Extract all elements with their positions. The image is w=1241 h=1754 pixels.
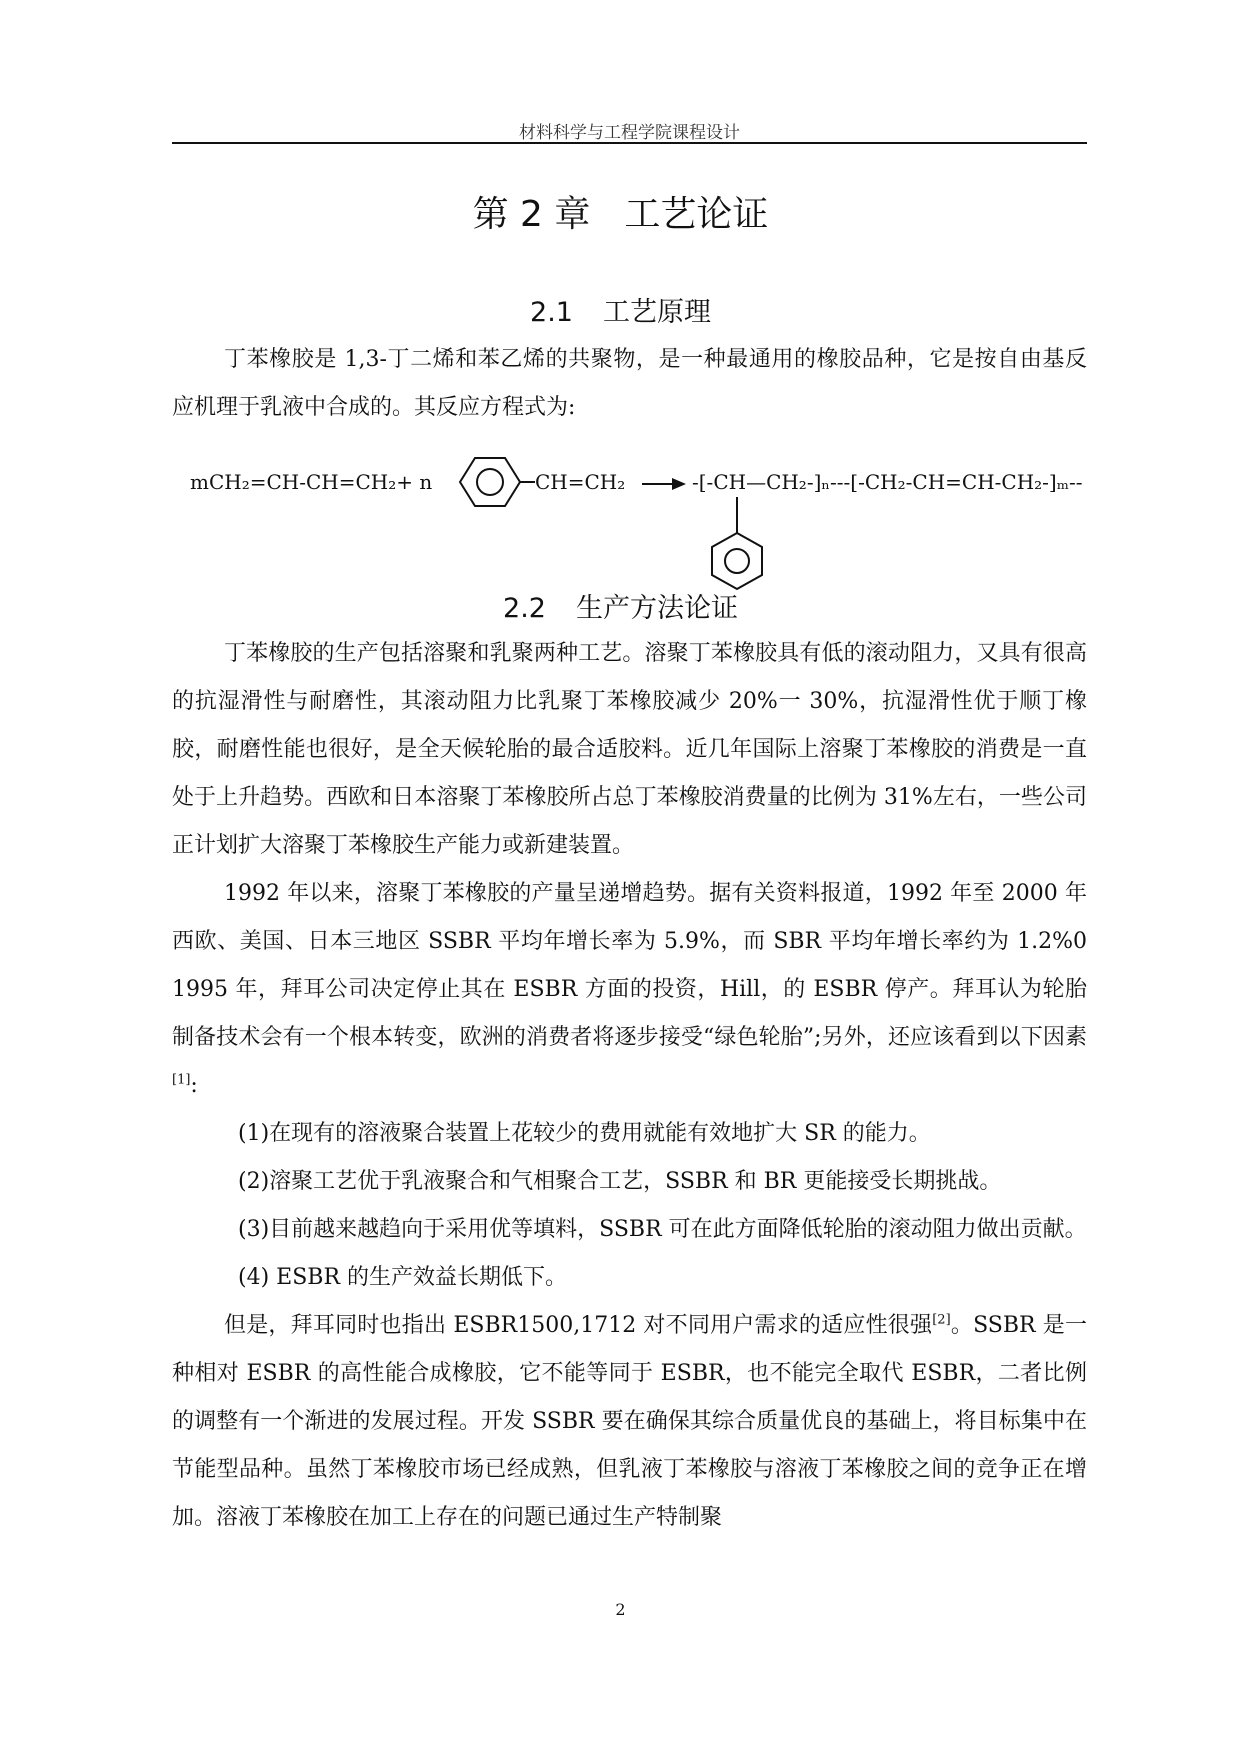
- section-heading-2-2: [0, 586, 1241, 625]
- reaction-reactant-butadiene: mCH₂=CH-CH=CH₂+ n: [190, 470, 433, 494]
- list-item: (1)在现有的溶液聚合装置上花较少的费用就能有效地扩大 SR 的能力。: [238, 1121, 931, 1146]
- section-heading-2-1: [0, 290, 1241, 329]
- section-title: 生产方法论证: [575, 593, 738, 624]
- citation-ref: [1]: [172, 1072, 191, 1088]
- running-header: 材料科学与工程学院课程设计: [519, 123, 740, 143]
- section-number: 2.2: [503, 593, 546, 624]
- header-rule: [172, 142, 1087, 144]
- section-title: 工艺原理: [602, 297, 711, 328]
- reaction-styrene-vinyl: CH=CH₂: [535, 470, 626, 494]
- paragraph-text: 丁苯橡胶是 1,3-丁二烯和苯乙烯的共聚物，是一种最通用的橡胶品种，它是按自由基反应机理于乳液中合成的。其反应方程式为:: [172, 347, 1087, 420]
- paragraph-principle: [172, 336, 1087, 432]
- list-item: (3)目前越来越趋向于采用优等填料，SSBR 可在此方面降低轮胎的滚动阻力做出贡献。: [238, 1217, 1087, 1242]
- paragraph-bayer-view: 但是，拜耳同时也指出 ESBR1500,1712 对不同用户需求的适应性很强[2]。SSBR 是一种相对 ESBR 的高性能合成橡胶，它不能等同于 ESBR，也不能完全取代 ESBR，二者比例的调整有一个渐进的发展过程。开发 SSBR 要在确保其综合质量优良的基础上，将目标集中在节能型品种。虽然丁苯橡胶市场已经成熟，但乳液丁苯橡胶与溶液丁苯橡胶之间的竞争正在增加。溶液丁苯橡胶在加工上存在的问题已通过生产特制聚: [172, 1312, 1088, 1530]
- benzene-substituent-icon: [695, 493, 775, 601]
- reaction-arrow-icon: [642, 476, 686, 492]
- list-item: (2)溶聚工艺优于乳液聚合和气相聚合工艺，SSBR 和 BR 更能接受长期挑战。: [238, 1169, 1002, 1194]
- list-item: (4) ESBR 的生产效益长期低下。: [238, 1265, 568, 1290]
- reaction-product: -[-CH—CH₂-]ₙ---[-CH₂-CH=CH-CH₂-]ₘ--: [692, 470, 1083, 494]
- page-number: 2: [615, 1600, 626, 1619]
- benzene-ring-icon: [445, 452, 535, 512]
- chapter-title-text: 工艺论证: [624, 194, 769, 235]
- paragraph-growth-trend: 1992 年以来，溶聚丁苯橡胶的产量呈递增趋势。据有关资料报道，1992 年至 2000 年西欧、美国、日本三地区 SSBR 平均年增长率为 5.9%，而 SBR 平均年增长率约为 1.2%0 1995 年，拜耳公司决定停止其在 ESBR 方面的投资，Hill，的 ESBR 停产。拜耳认为轮胎制备技术会有一个根本转变，欧洲的消费者将逐步接受“绿色轮胎”;另外，还应该看到以下因素[1]:: [172, 881, 1087, 1098]
- reaction-equation: [190, 448, 1150, 568]
- chapter-number: 第 2 章: [472, 194, 591, 235]
- section-2-2-body: [172, 630, 1087, 1542]
- citation-ref: [2]: [932, 1312, 951, 1328]
- chapter-title: [0, 186, 1241, 237]
- section-number: 2.1: [530, 297, 573, 328]
- paragraph-production-methods: 丁苯橡胶的生产包括溶聚和乳聚两种工艺。溶聚丁苯橡胶具有低的滚动阻力，又具有很高的抗湿滑性与耐磨性，其滚动阻力比乳聚丁苯橡胶减少 20%一 30%，抗湿滑性优于顺丁橡胶，耐磨性能也很好，是全天候轮胎的最合适胶料。近几年国际上溶聚丁苯橡胶的消费是一直处于上升趋势。西欧和日本溶聚丁苯橡胶所占总丁苯橡胶消费量的比例为 31%左右，一些公司正计划扩大溶聚丁苯橡胶生产能力或新建装置。: [172, 641, 1087, 858]
